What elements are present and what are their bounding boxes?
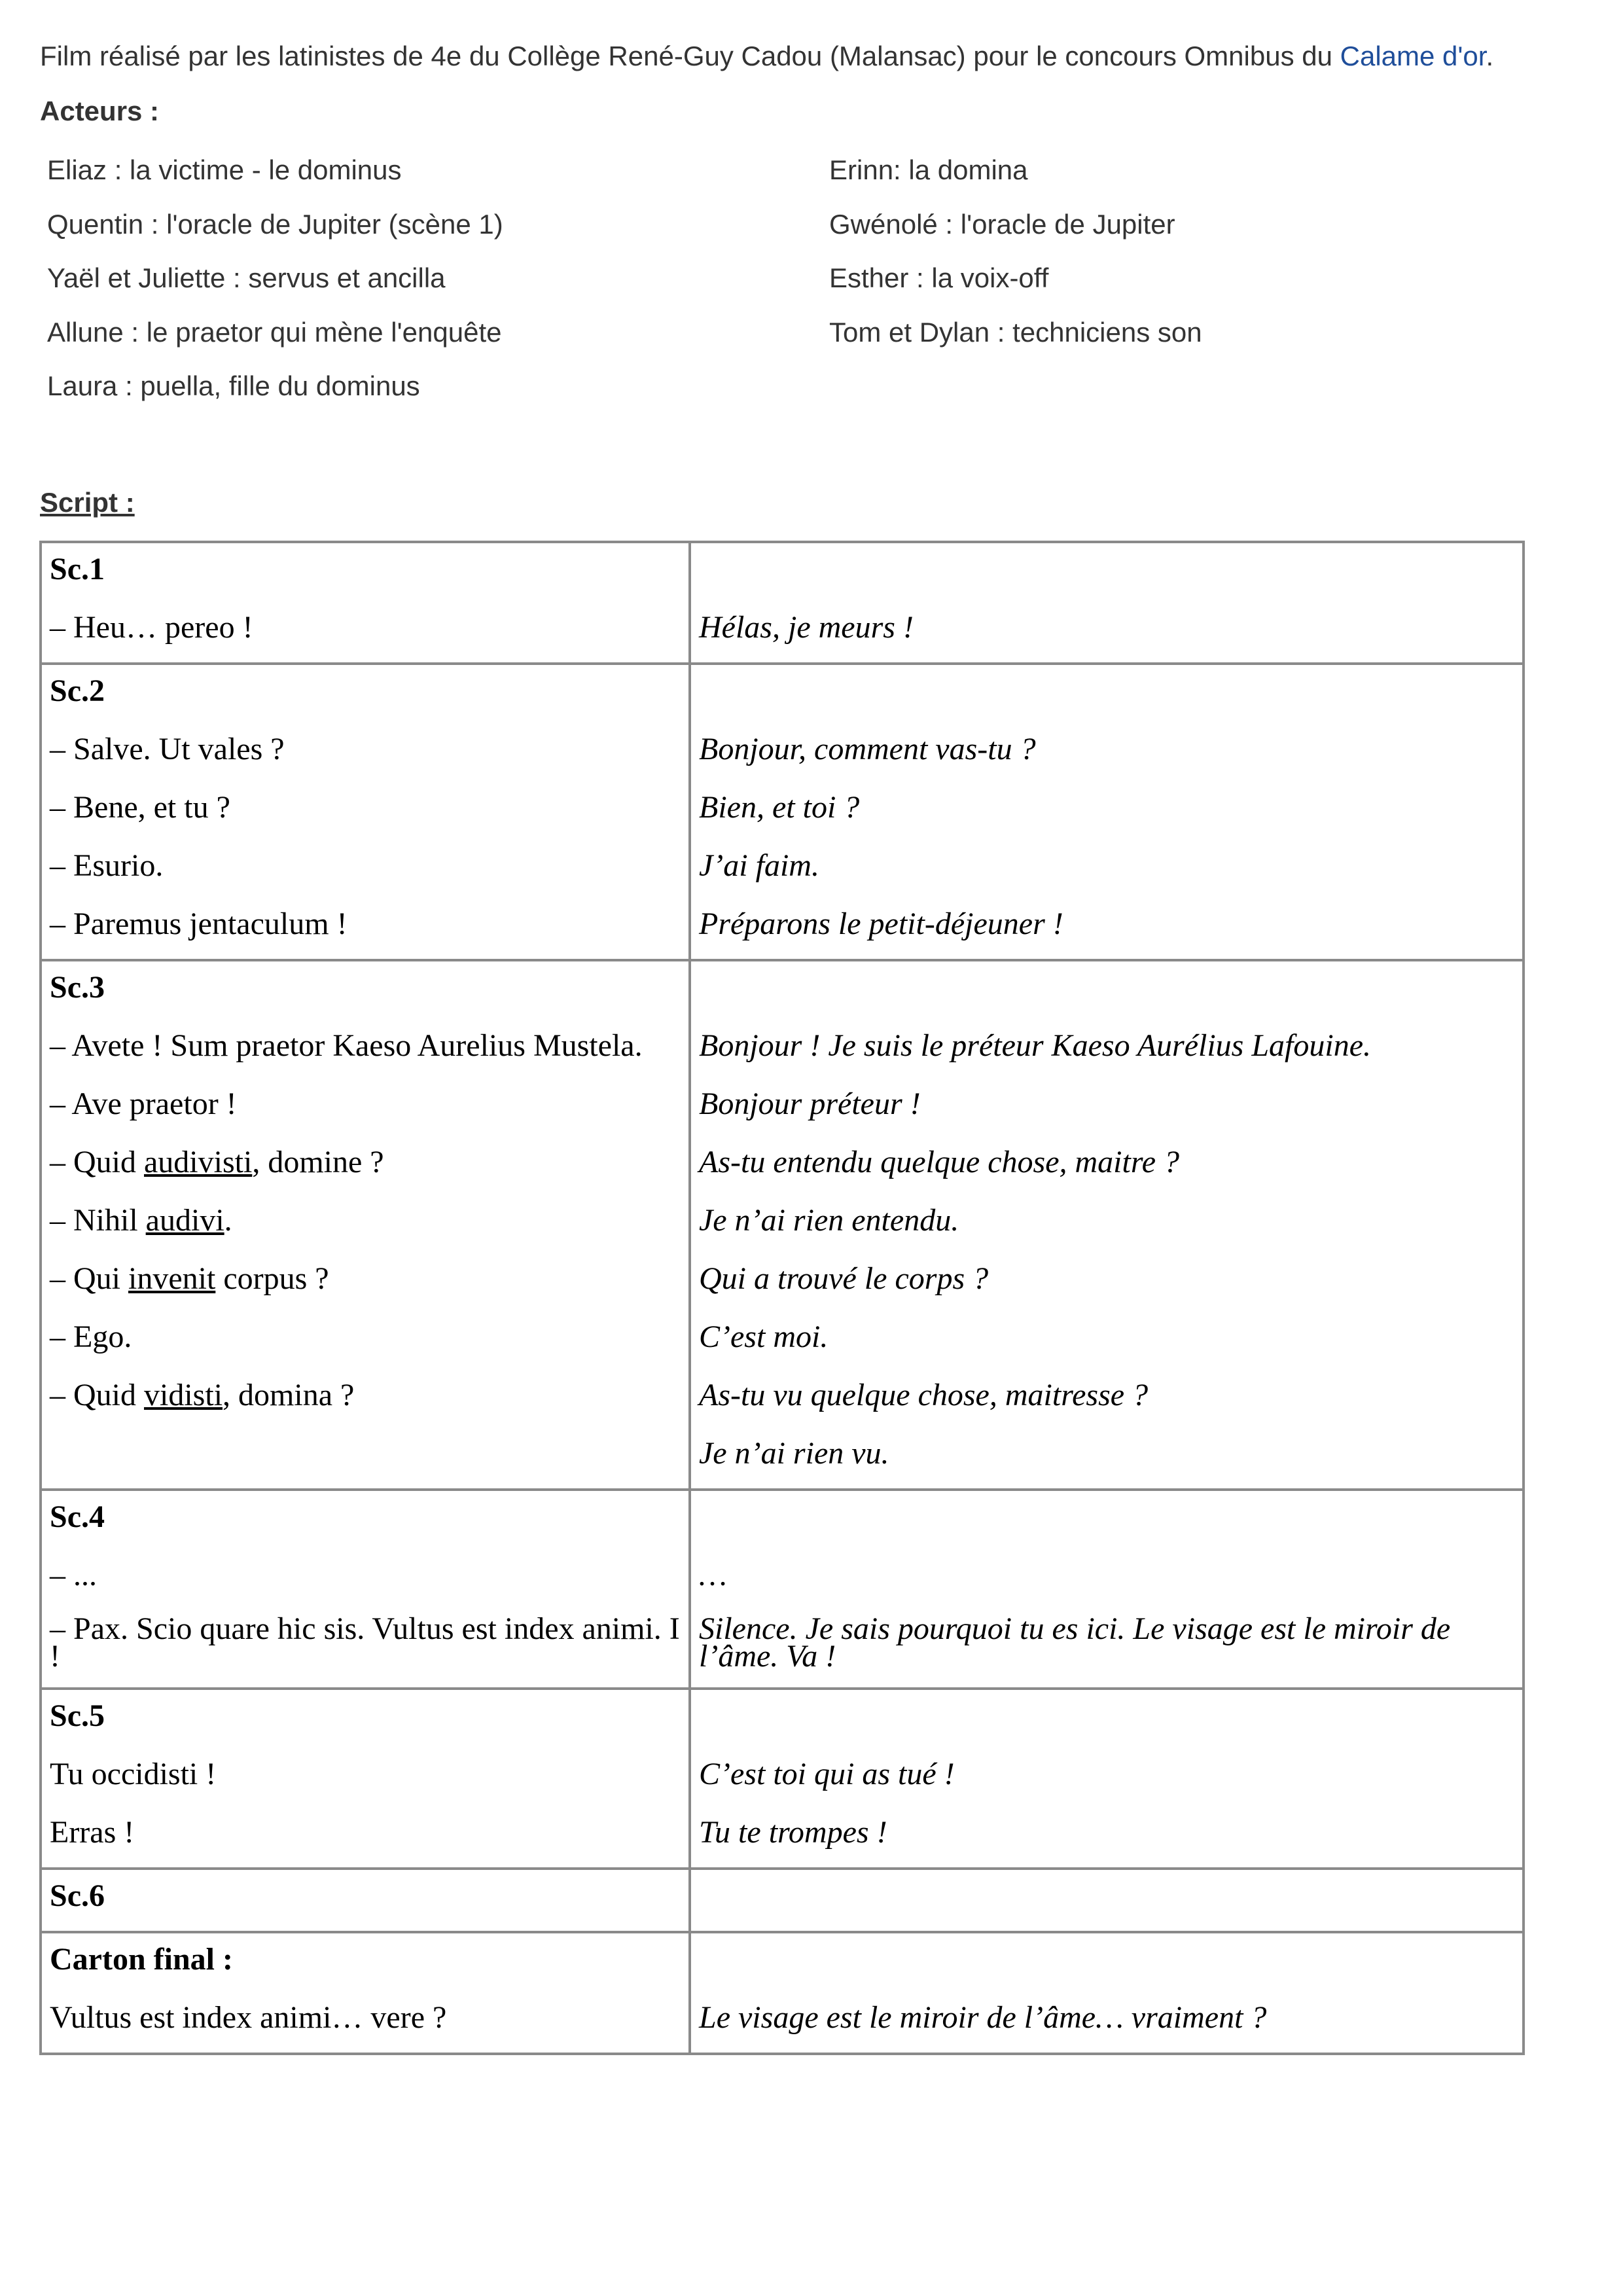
actors-list-left [47,152,503,422]
french-cell [690,1869,1524,1932]
actors-heading: Acteurs : [40,96,160,126]
scene-row-3 [41,960,1524,1490]
french-line: C’est toi qui as tué ! [699,1757,955,1791]
actor-entry: Laura : puella, fille du dominus [47,370,420,401]
scene-title: Carton final : [50,1942,233,1977]
scene-row-final [41,1932,1524,2054]
actors-list-right [829,152,1202,368]
latin-cell [41,1490,690,1689]
latin-cell [41,1689,690,1869]
underlined-verb: vidisti [144,1378,223,1412]
french-line: Tu te trompes ! [699,1815,887,1850]
scene-row-5 [41,1689,1524,1869]
french-line: Hélas, je meurs ! [699,610,914,645]
french-line: Bonjour ! Je suis le préteur Kaeso Aurélius Lafouine. [699,1028,1372,1063]
actor-entry: Gwénolé : l'oracle de Jupiter [829,208,1175,240]
latin-line: – Ego. [50,1319,132,1354]
french-line: … [699,1558,727,1592]
calame-dor-link[interactable]: Calame d'or [1340,41,1486,71]
latin-cell [41,960,690,1490]
latin-line: – Esurio. [50,848,164,883]
latin-line: Erras ! [50,1815,135,1850]
french-line: C’est moi. [699,1319,829,1354]
french-line: As-tu entendu quelque chose, maitre ? [699,1145,1180,1179]
latin-line: – Quid vidisti, domina ? [50,1378,355,1412]
french-cell [690,1689,1524,1869]
latin-line: – Nihil audivi. [50,1203,232,1238]
latin-line: – ... [50,1558,97,1592]
french-line: Le visage est le miroir de l’âme… vraiment ? [699,2000,1267,2035]
latin-cell [41,1932,690,2054]
latin-line: – Avete ! Sum praetor Kaeso Aurelius Mustela. [50,1028,643,1063]
french-line: Je n’ai rien vu. [699,1436,889,1471]
intro-text: Film réalisé par les latinistes de 4e du Collège René-Guy Cadou (Malansac) pour le concours Omnibus du [40,41,1340,71]
latin-cell [41,664,690,960]
latin-line: – Salve. Ut vales ? [50,732,285,766]
french-line: As-tu vu quelque chose, maitresse ? [699,1378,1149,1412]
latin-line: – Bene, et tu ? [50,790,230,825]
latin-line: – Ave praetor ! [50,1086,237,1121]
french-line: Bonjour préteur ! [699,1086,921,1121]
actor-entry: Yaël et Juliette : servus et ancilla [47,262,446,293]
latin-line: – Paremus jentaculum ! [50,906,348,941]
scene-title: Sc.4 [50,1499,105,1534]
scene-row-4 [41,1490,1524,1689]
scene-title: Sc.2 [50,673,105,708]
latin-line: Tu occidisti ! [50,1757,217,1791]
actor-entry: Quentin : l'oracle de Jupiter (scène 1) [47,208,503,240]
french-line: Bonjour, comment vas-tu ? [699,732,1036,766]
scene-row-1 [41,542,1524,664]
actor-entry: Allune : le praetor qui mène l'enquête [47,316,502,348]
actor-entry: Tom et Dylan : techniciens son [829,316,1202,348]
underlined-verb: audivisti [144,1145,253,1179]
actor-entry: Eliaz : la victime - le dominus [47,154,402,185]
scene-title: Sc.6 [50,1878,105,1913]
intro-period: . [1486,41,1494,71]
intro-paragraph [40,38,1493,75]
actor-entry: Esther : la voix-off [829,262,1049,293]
french-cell [690,542,1524,664]
latin-cell [41,542,690,664]
scene-title: Sc.1 [50,552,105,586]
underlined-verb: audivi [145,1203,224,1238]
latin-line: Vultus est index animi… vere ? [50,2000,447,2035]
actor-entry: Erinn: la domina [829,154,1028,185]
scene-row-2 [41,664,1524,960]
latin-line: – Heu… pereo ! [50,610,253,645]
script-table [39,541,1525,2055]
french-line: Silence. Je sais pourquoi tu es ici. Le visage est le miroir de l’âme. Va ! [699,1611,1451,1674]
french-cell [690,960,1524,1490]
french-line: Bien, et toi ? [699,790,860,825]
french-line: J’ai faim. [699,848,819,883]
latin-line: – Qui invenit corpus ? [50,1261,329,1296]
script-heading: Script : [40,487,135,518]
french-cell [690,1490,1524,1689]
french-cell [690,1932,1524,2054]
french-cell [690,664,1524,960]
french-line: Je n’ai rien entendu. [699,1203,959,1238]
underlined-verb: invenit [128,1261,216,1296]
latin-line: – Quid audivisti, domine ? [50,1145,384,1179]
latin-line: – Pax. Scio quare hic sis. Vultus est index animi. I ! [50,1611,680,1674]
french-line: Qui a trouvé le corps ? [699,1261,989,1296]
latin-cell [41,1869,690,1932]
scene-title: Sc.3 [50,970,105,1005]
scene-row-6 [41,1869,1524,1932]
french-line: Préparons le petit-déjeuner ! [699,906,1063,941]
scene-title: Sc.5 [50,1698,105,1733]
